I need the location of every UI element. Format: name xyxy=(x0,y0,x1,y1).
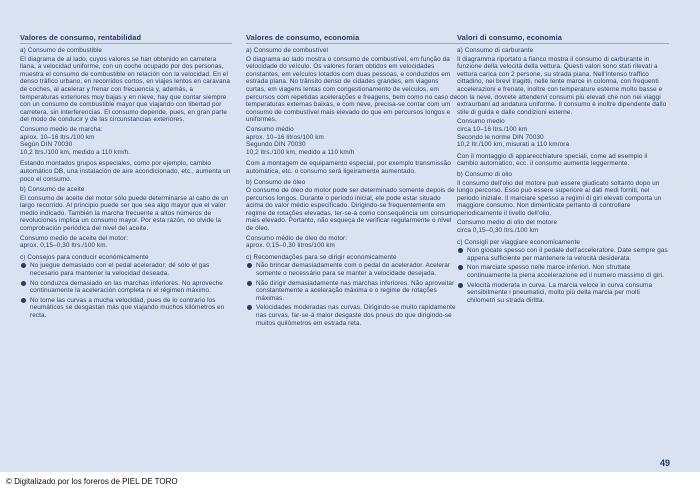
spec-line: aprox. 10–16 ltrs./100 km xyxy=(20,133,95,141)
bullet-icon xyxy=(247,281,252,286)
bullet-icon xyxy=(458,283,463,288)
list-item xyxy=(246,304,458,327)
section-heading: c) Consejos para conducir económicamente xyxy=(20,253,149,261)
spec-line: Consumo medio de aceite del motor: xyxy=(20,234,128,242)
paragraph: Com a montagem de equipamento especial, por exemplo transmissão automática, etc. o consumo será ligeiramente aumentado. xyxy=(246,160,451,175)
list-item xyxy=(246,262,458,277)
list-item-text: No conduzca demasiado en las marchas inferiores. No aproveche continuamente la aceleración completa ni el régimen máximo. xyxy=(30,279,223,295)
spec-line: circa 0,15–0,30 ltrs./100 km xyxy=(457,227,539,235)
bullet-icon xyxy=(21,298,26,303)
list-item xyxy=(457,247,669,262)
spec-line: aprox. 0,15–0,30 ltrs./100 km. xyxy=(20,242,108,250)
paragraph: Estando montados grupos especiales, como por ejemplo, cambio automático DB, una instalación de aire acondicionado, etc., aumenta un poco el consumo. xyxy=(20,160,231,183)
list-item xyxy=(457,282,669,305)
spec-block xyxy=(246,126,458,156)
section-heading: a) Consumo de combustible xyxy=(20,47,103,54)
spec-line: Según DIN 70030 xyxy=(20,141,73,149)
list-item-text: Velocidades moderadas nas curvas. Dirigindo-se muito rapidamente nas curvas, far-se-á maior desgaste dos pneus do que dirigindo-se muitos quilômetros em estrada reta. xyxy=(256,304,456,327)
bullet-icon xyxy=(458,248,463,253)
list-item-text: Non giocate spesso con il pedale dell'acceleratore. Date sempre gas appena sufficiente per mantenere la velocità desiderata. xyxy=(467,247,668,262)
list-item-text: Não brincar demasiadamente com o pedal do acelerador. Acelerar somente o necessário para se manter a velocidade desejada. xyxy=(256,262,451,278)
tips-list xyxy=(20,262,232,319)
list-item-text: Não dirigir demasiadamente nas marchas inferiores. Não aproveitar constantemente a aceleração máxima e o regime de rotações máximas. xyxy=(256,279,455,302)
bullet-icon xyxy=(247,263,252,268)
list-item xyxy=(246,280,458,303)
list-item xyxy=(20,297,232,320)
bullet-icon xyxy=(247,305,252,310)
list-item xyxy=(20,262,232,277)
list-item-text: No tome las curvas a mucha velocidad, pues de lo contrario los neumáticos se desgastan más que viajando muchos kilómetros en recta. xyxy=(30,296,225,319)
spec-line: aprox. 0,15–0,30 litros/100 km xyxy=(246,242,335,250)
tips-list xyxy=(457,247,669,304)
spec-line: 10,2 ltrs./100 km, medido a 110 km/h. xyxy=(20,148,131,156)
spec-line: Segundo DIN 70030 xyxy=(246,141,306,149)
column-title: Valores de consumo, economia xyxy=(246,33,458,44)
paragraph: El consumo de aceite del motor sólo puede determinarse al cabo de un largo recorrido. Al principio puede ser que sea algo mayor que el valor medio indicado. También la marcha frecuente a altos números de revoluciones implica un consumo mayor. Por esta razón, no olvide la comprobación periódica del nivel del aceite. xyxy=(20,194,229,233)
list-item xyxy=(20,280,232,295)
section-heading: a) Consumo de combustível xyxy=(246,47,329,54)
scan-credit: © Digitalizado por los foreros de PIEL DE TORO xyxy=(6,477,178,486)
paragraph: El diagrama de al lado, cuyos valores se han obtenido en carretera llana, a velocidad uniforme, con un coche ocupado por dos personas, muestra el consumo de combustible en relación con la velocidad. En el denso tráfico urbano, en recorridos cortos, en viajes lentos en caravana de coches, al acelerar y frenar con frecuencia y, además, a temperaturas exteriores muy bajas y en nieve, hay que contar siempre con un consumo de combustible mayor que viajando con libertad por carretera, sin interferencias. El consumo depende, pues, en gran parte del modo de conducir y de las circunstancias exteriores. xyxy=(20,55,231,124)
column-portuguese xyxy=(246,33,458,329)
spec-line: Consumo medio de marcha: xyxy=(20,125,103,133)
spec-line: 10,2 ltrs./100 km, medido a 110 km/h xyxy=(246,148,355,156)
section-heading: b) Consumo di olio xyxy=(457,170,513,178)
column-italian xyxy=(457,33,669,306)
column-spanish xyxy=(20,33,232,322)
section-heading: b) Consumo de aceite xyxy=(20,186,85,194)
paragraph: O consumo de óleo do motor pode ser determinado somente depois de percursos longos. Durante o período inicial, ele pode estar situado acima do valor médio especificado. Dirigindo-se frequentemente em regime de rotações elevadas, ter-se-á como consequência um consumo mais elevado. Portanto, não esqueça de verificar regularmente o nível de óleo. xyxy=(246,187,458,233)
spec-line: Consumo médio xyxy=(246,125,294,133)
spec-line: aprox. 10–16 litros/100 km xyxy=(246,133,324,141)
paragraph: O diagrama ao lado mostra o consumo de combustível, em função da velocidade do veículo. Os valores foram obtidos em velocidades constantes, em veículos lotados com duas pessoas, e conduzidos em estrada plana. No trânsito denso de cidades grandes, em viagens curtas, em viagens lentas com congestionamento de veículos, em percursos com repetidas acelerações e freagens, bem como no caso de temperaturas externas baixas, e com neve, precisa-se contar com um consumo de combustível mais elevado do que em percursos longos e uniformes. xyxy=(246,55,458,124)
list-item-text: Non marciate spesso nelle marce inferiori. Non sfruttate continuamente la piena accelerazione ed il numero massimo di giri. xyxy=(467,264,664,280)
section-heading: c) Consigli per viaggiare economicamente xyxy=(457,238,580,246)
bullet-icon xyxy=(21,281,26,286)
spec-block xyxy=(20,235,232,250)
spec-block xyxy=(457,219,669,234)
bullet-icon xyxy=(21,263,26,268)
spec-block xyxy=(246,235,458,250)
column-title: Valori di consumo, economia xyxy=(457,33,669,44)
section-heading: a) Consumo di carburante xyxy=(457,47,534,54)
spec-line: 10,2 ltr./100 km, misurati a 110 km/ora xyxy=(457,141,570,149)
spec-block xyxy=(20,126,232,156)
paragraph: Il diagramma riportato a fianco mostra il consumo di carburante in funzione della velocità della vettura. Questi valori sono stati rilevati a vettura carica con 2 persone, su strada piana. Nell'intenso traffico cittadino, nei brevi tragitti, nelle lente marce in colonna, con frequenti accelerazioni e frenate, inoltre con temperature esterne molto basse e con la neve, dovrete attendervi consumi più elevati che non nei viaggi extraurbani ad andatura uniforme. Il consumo è inoltre dipendente dallo stile di guida e dalle condizioni esterne. xyxy=(457,55,667,116)
paragraph: Il consumo dell'olio del motore può essere giudicato soltanto dopo un lungo percorso. Esso può essere superiore ai dati medi forniti, nel periodo iniziale. Il marciare spesso a regimi di giri elevati comporta un maggiore consumo. Non dimenticate pertanto di controllare periodicamente il livello dell'olio. xyxy=(457,179,662,217)
spec-line: Consumo medio di olio del motore xyxy=(457,219,558,227)
column-title: Valores de consumo, rentabilidad xyxy=(20,33,232,44)
spec-line: Secondo le norme DIN 70030 xyxy=(457,133,544,141)
spec-block xyxy=(457,118,669,148)
spec-line: circa 10–16 ltrs./100 km xyxy=(457,125,528,133)
spec-line: Consumo medio xyxy=(457,118,505,126)
list-item-text: Velocità moderata in curva. La marcia veloce in curva consuma sensibilmente i pneumatici, molto più della marcia per molti chilometri su strada diritta. xyxy=(467,281,653,304)
list-item xyxy=(457,264,669,279)
page-number: 49 xyxy=(660,458,671,468)
spec-line: Consumo médio de óleo do motor: xyxy=(246,234,348,242)
paragraph: Con il montaggio di apparecchiature speciali, come ad esempio il cambio automatico, ecc. il consumo aumenta leggermente. xyxy=(457,152,648,168)
list-item-text: No juegue demasiado con el pedal acelerador; dé sólo el gas necesario para mantener la velocidad deseada. xyxy=(30,262,210,278)
section-heading: c) Recomendações para se dirigir economicamente xyxy=(246,253,397,261)
bullet-icon xyxy=(458,265,463,270)
tips-list xyxy=(246,262,458,327)
section-heading: b) Consumo de óleo xyxy=(246,178,306,186)
